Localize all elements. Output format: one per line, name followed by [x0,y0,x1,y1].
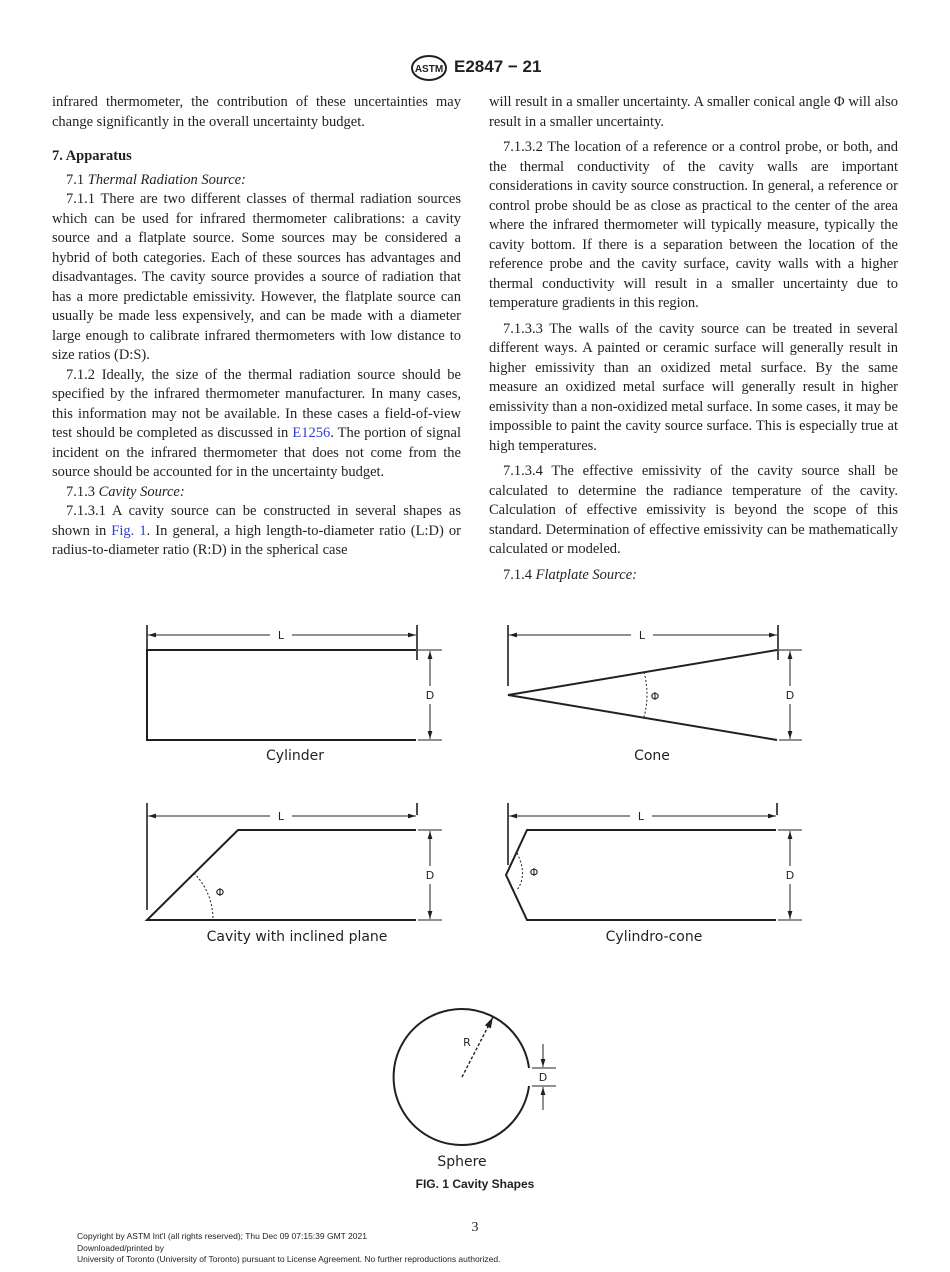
paragraph-7-1-3-2: 7.1.3.2 The location of a reference or a control probe, or both, and the thermal conductivity of the cavity walls are important considerations in cavity source construction. In general, a reference or control probe should be as close as practical to the center of the area where the infrared thermometer will typically measure, typically the cavity bottom. If there is a separation between the location of the reference probe and the cavity surface, cavity walls with a higher thermal conductivity will result in a smaller uncertainty due to temperature gradients in this region. [489,139,898,311]
cylinder-label: Cylinder [266,748,324,764]
length-label: L [638,629,646,642]
section-title: 7. Apparatus [52,148,132,164]
paragraph: infrared thermometer, the contribution of these uncertainties may change significantly in the overall uncertainty budget. [52,94,461,130]
copyright-line: Copyright by ASTM Int'l (all rights reserved); Thu Dec 09 07:15:39 GMT 2021 [77,1231,367,1241]
diameter-label: D [538,1071,548,1084]
download-line: Downloaded/printed by [77,1242,164,1253]
license-line: University of Toronto (University of Toronto) pursuant to License Agreement. No further reproductions authorized. [77,1254,501,1264]
cone-label: Cone [634,748,670,764]
subsection-heading: 7.1.3 Cavity Source: [66,483,185,500]
cylindro-cone-label: Cylindro-cone [605,929,703,945]
svg-text:ASTM: ASTM [414,64,444,75]
angle-label: Φ [650,690,660,703]
fig1-link[interactable]: Fig. 1 [111,522,147,539]
diameter-label: D [785,869,795,882]
paragraph: will result in a smaller uncertainty. A smaller conical angle Φ will also result in a smaller uncertainty. [489,94,898,130]
footer [77,1231,501,1266]
e1256-link[interactable]: E1256 [292,425,331,441]
paragraph-7-1-3-4: 7.1.3.4 The effective emissivity of the cavity source shall be calculated to determine the radiance temperature of the cavity. Calculation of effective emissivity is beyond the scope of this standard. Determination of effective emissivity can be mathematically calculated or modeled. [489,463,898,557]
page-number: 3 [471,1220,479,1235]
paragraph-7-1-1: 7.1.1 There are two different classes of thermal radiation sources which can be used for infrared thermometer calibrations: a cavity source and a flatplate source. Some sources may be considered a hybrid of both categories. Each of these sources has advantages and disadvantages. The cavity source provides a source of radiation that has a more predictable emissivity. However, the flatplate source can usually be made less expensively, and can be made with a diameter large enough to calibrate infrared thermometers with low distance to size ratios (D:S). [52,191,461,363]
angle-label: Φ [215,886,225,899]
inclined-plane-diagram [147,803,442,920]
document-id: E2847 − 21 [454,57,542,76]
paragraph-7-1-3-1: 7.1.3.1 A cavity source can be constructed in several shapes as shown in Fig. 1. In general, a high length-to-diameter ratio (L:D) or radius-to-diameter ratio (R:D) in the spherical case [52,503,461,558]
angle-label: Φ [529,866,539,879]
cylinder-diagram [147,625,442,740]
length-label: L [277,810,285,823]
diameter-label: D [785,689,795,702]
length-label: L [637,810,645,823]
cylindro-cone-diagram [506,803,802,920]
paragraph-7-1-3-3: 7.1.3.3 The walls of the cavity source can be treated in several different ways. A painted or ceramic surface will generally result in higher emissivity than an oxidized metal surface. By the same measure an oxidized metal surface will generally result in higher emissivity than a non-oxidized metal surface. In some cases, it may be impossible to paint the cavity source surface. This is especially true at high temperatures. [489,320,898,454]
diameter-label: D [425,689,435,702]
subsection-heading: 7.1.4 Flatplate Source: [503,566,637,583]
inclined-plane-label: Cavity with inclined plane [206,929,388,945]
paragraph-7-1-2: 7.1.2 Ideally, the size of the thermal radiation source should be specified by the infrared thermometer manufacturer. In many cases, this information may not be available. In these cases a field-of-view test should be completed as discussed in E1256. The portion of signal incident on the infrared thermometer that does not come from the source should be accounted for in the uncertainty budget. [52,366,461,480]
subsection-heading: 7.1 Thermal Radiation Source: [66,171,246,188]
sphere-label: Sphere [437,1154,487,1170]
diameter-label: D [425,869,435,882]
radius-label: R [463,1036,471,1049]
cone-diagram [508,625,802,740]
figure-caption: FIG. 1 Cavity Shapes [415,1177,535,1191]
length-label: L [277,629,285,642]
sphere-diagram [394,1009,556,1145]
